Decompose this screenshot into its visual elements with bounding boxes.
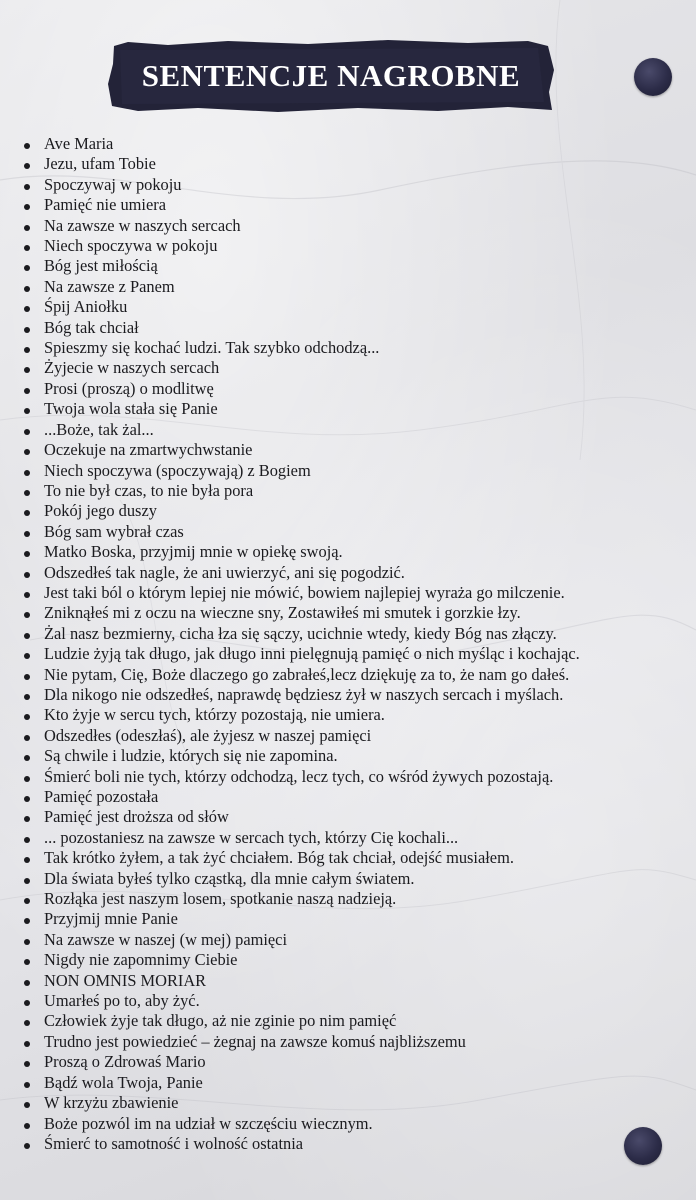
- list-item: Śmierć to samotność i wolność ostatnia: [22, 1134, 672, 1154]
- list-item: Twoja wola stała się Panie: [22, 399, 672, 419]
- list-item: Boże pozwól im na udział w szczęściu wiecznym.: [22, 1114, 672, 1134]
- list-item: ... pozostaniesz na zawsze w sercach tych, którzy Cię kochali...: [22, 828, 672, 848]
- list-item: Proszą o Zdrowaś Mario: [22, 1052, 672, 1072]
- list-item: W krzyżu zbawienie: [22, 1093, 672, 1113]
- list-item: ...Boże, tak żal...: [22, 420, 672, 440]
- list-item: NON OMNIS MORIAR: [22, 971, 672, 991]
- list-item: Spieszmy się kochać ludzi. Tak szybko odchodzą...: [22, 338, 672, 358]
- list-item: Dla świata byłeś tylko cząstką, dla mnie całym światem.: [22, 869, 672, 889]
- list-item: Spoczywaj w pokoju: [22, 175, 672, 195]
- list-item: Przyjmij mnie Panie: [22, 909, 672, 929]
- list-item: Pamięć nie umiera: [22, 195, 672, 215]
- list-item: Odszedłes (odeszłaś), ale żyjesz w naszej pamięci: [22, 726, 672, 746]
- list-item: Jest taki ból o którym lepiej nie mówić, bowiem najlepiej wyraża go milczenie.: [22, 583, 672, 603]
- list-item: Na zawsze w naszych sercach: [22, 216, 672, 236]
- list-item: Są chwile i ludzie, których się nie zapomina.: [22, 746, 672, 766]
- list-item: Niech spoczywa w pokoju: [22, 236, 672, 256]
- list-item: Nie pytam, Cię, Boże dlaczego go zabrałeś,lecz dziękuję za to, że nam go dałeś.: [22, 665, 672, 685]
- list-item: Jezu, ufam Tobie: [22, 154, 672, 174]
- list-item: Niech spoczywa (spoczywają) z Bogiem: [22, 461, 672, 481]
- title-banner: [108, 40, 554, 112]
- list-item: Rozłąka jest naszym losem, spotkanie naszą nadzieją.: [22, 889, 672, 909]
- list-item: Oczekuje na zmartwychwstanie: [22, 440, 672, 460]
- list-item: Trudno jest powiedzieć – żegnaj na zawsze komuś najbliższemu: [22, 1032, 672, 1052]
- list-item: Bóg tak chciał: [22, 318, 672, 338]
- list-item: Matko Boska, przyjmij mnie w opiekę swoją.: [22, 542, 672, 562]
- list-item: Śpij Aniołku: [22, 297, 672, 317]
- list-item: Ludzie żyją tak długo, jak długo inni pielęgnują pamięć o nich myśląc i kochając.: [22, 644, 672, 664]
- list-item: Bądź wola Twoja, Panie: [22, 1073, 672, 1093]
- list-item: Na zawsze w naszej (w mej) pamięci: [22, 930, 672, 950]
- page-title: SENTENCJE NAGROBNE: [141, 58, 521, 93]
- list-item: Bóg sam wybrał czas: [22, 522, 672, 542]
- list-item: Bóg jest miłością: [22, 256, 672, 276]
- list-item: Pokój jego duszy: [22, 501, 672, 521]
- list-item: Śmierć boli nie tych, którzy odchodzą, lecz tych, co wśród żywych pozostają.: [22, 767, 672, 787]
- list-item: Zniknąłeś mi z oczu na wieczne sny, Zostawiłeś mi smutek i gorzkie łzy.: [22, 603, 672, 623]
- list-item: Dla nikogo nie odszedłeś, naprawdę będziesz żył w naszych sercach i myślach.: [22, 685, 672, 705]
- list-item: Pamięć jest droższa od słów: [22, 807, 672, 827]
- sentence-list: [22, 134, 672, 1154]
- list-item: Prosi (proszą) o modlitwę: [22, 379, 672, 399]
- list-item: Człowiek żyje tak długo, aż nie zginie po nim pamięć: [22, 1011, 672, 1031]
- list-item: Żal nasz bezmierny, cicha łza się sączy, ucichnie wtedy, kiedy Bóg nas złączy.: [22, 624, 672, 644]
- decorative-dot-top: [634, 58, 672, 96]
- list-item: Żyjecie w naszych sercach: [22, 358, 672, 378]
- list-item: Pamięć pozostała: [22, 787, 672, 807]
- list-item: Kto żyje w sercu tych, którzy pozostają, nie umiera.: [22, 705, 672, 725]
- list-item: Na zawsze z Panem: [22, 277, 672, 297]
- list-item: Nigdy nie zapomnimy Ciebie: [22, 950, 672, 970]
- list-item: Umarłeś po to, aby żyć.: [22, 991, 672, 1011]
- list-item: Odszedłeś tak nagle, że ani uwierzyć, ani się pogodzić.: [22, 563, 672, 583]
- list-item: Tak krótko żyłem, a tak żyć chciałem. Bóg tak chciał, odejść musiałem.: [22, 848, 672, 868]
- list-item: Ave Maria: [22, 134, 672, 154]
- list-item: To nie był czas, to nie była pora: [22, 481, 672, 501]
